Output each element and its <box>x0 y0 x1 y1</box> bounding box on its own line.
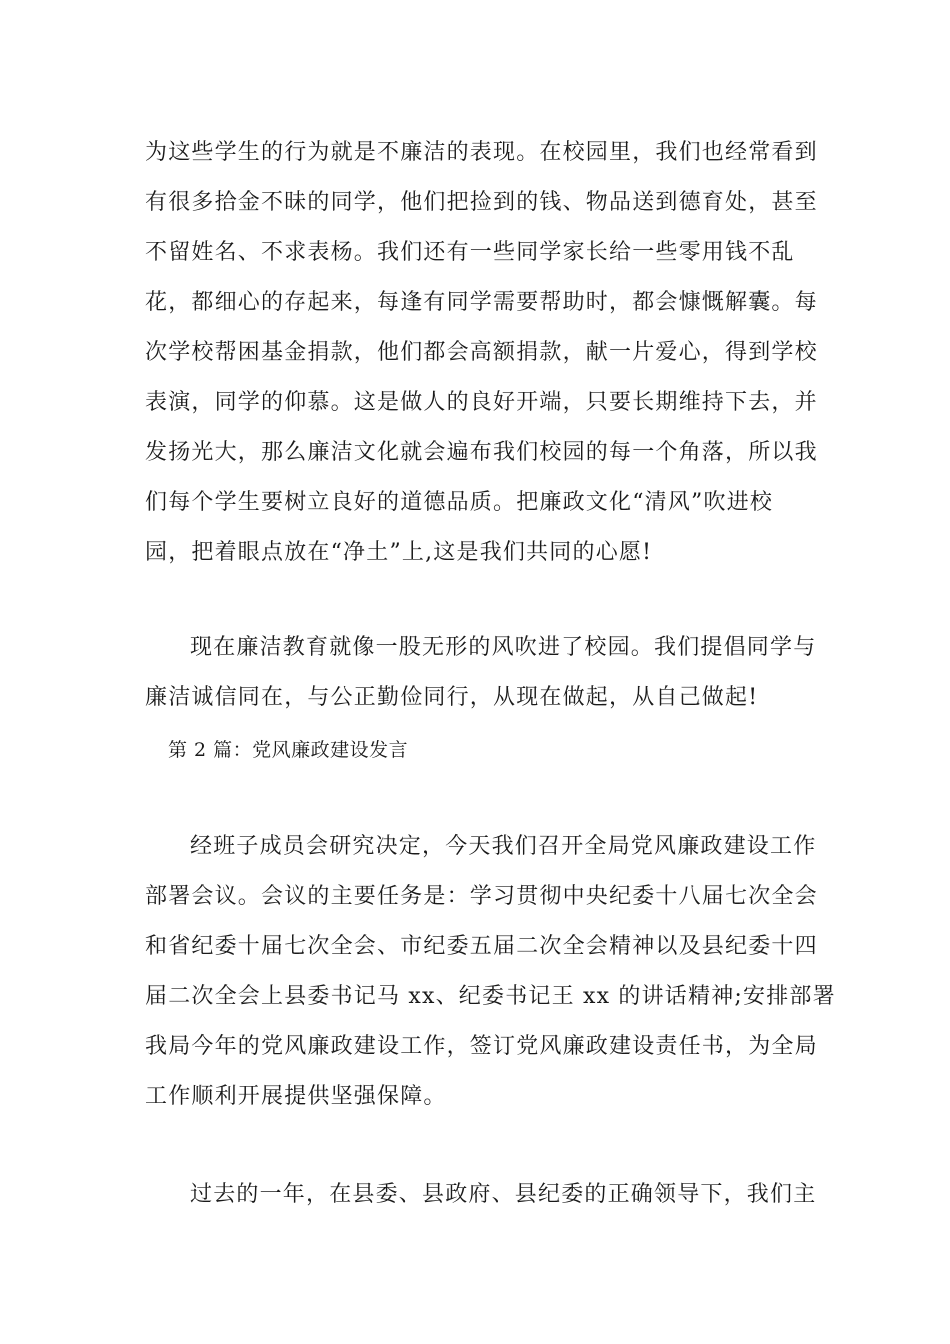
text-line: 经班子成员会研究决定，今天我们召开全局党风廉政建设工作 <box>190 834 817 859</box>
text-line: 现在廉洁教育就像一股无形的风吹进了校园。我们提倡同学与 <box>190 635 817 660</box>
text-line: 和省纪委十届七次全会、市纪委五届二次全会精神以及县纪委十四 <box>145 934 818 959</box>
text-line: 有很多拾金不昧的同学，他们把捡到的钱、物品送到德育处，甚至 <box>145 190 818 215</box>
text-line: 为这些学生的行为就是不廉洁的表现。在校园里，我们也经常看到 <box>145 140 818 165</box>
text-line: 不留姓名、不求表杨。我们还有一些同学家长给一些零用钱不乱 <box>145 240 795 265</box>
text-line: 廉洁诚信同在，与公正勤俭同行，从现在做起，从自己做起! <box>145 685 759 710</box>
text-line: 次学校帮困基金捐款，他们都会高额捐款，献一片爱心，得到学校 <box>145 340 818 365</box>
text-line: 花，都细心的存起来，每逢有同学需要帮助时，都会慷慨解囊。每 <box>145 290 818 315</box>
text-line: 部署会议。会议的主要任务是：学习贯彻中央纪委十八届七次全会 <box>145 884 818 909</box>
text-line: 过去的一年，在县委、县政府、县纪委的正确领导下，我们主 <box>190 1182 817 1207</box>
text-line: 我局今年的党风廉政建设工作，签订党风廉政建设责任书，为全局 <box>145 1034 818 1059</box>
text-line: 表演，同学的仰慕。这是做人的良好开端，只要长期维持下去，并 <box>145 390 818 415</box>
text-line: 园，把着眼点放在“净土”上,这是我们共同的心愿! <box>145 540 653 565</box>
text-line: 工作顺利开展提供坚强保障。 <box>145 1084 447 1109</box>
text-line: 届二次全会上县委书记马 xx、纪委书记王 xx 的讲话精神;安排部署 <box>145 984 836 1009</box>
text-line: 们每个学生要树立良好的道德品质。把廉政文化“清风”吹进校 <box>145 490 774 515</box>
section-heading: 第 2 篇：党风廉政建设发言 <box>168 739 409 761</box>
text-line: 发扬光大，那么廉洁文化就会遍布我们校园的每一个角落，所以我 <box>145 440 818 465</box>
